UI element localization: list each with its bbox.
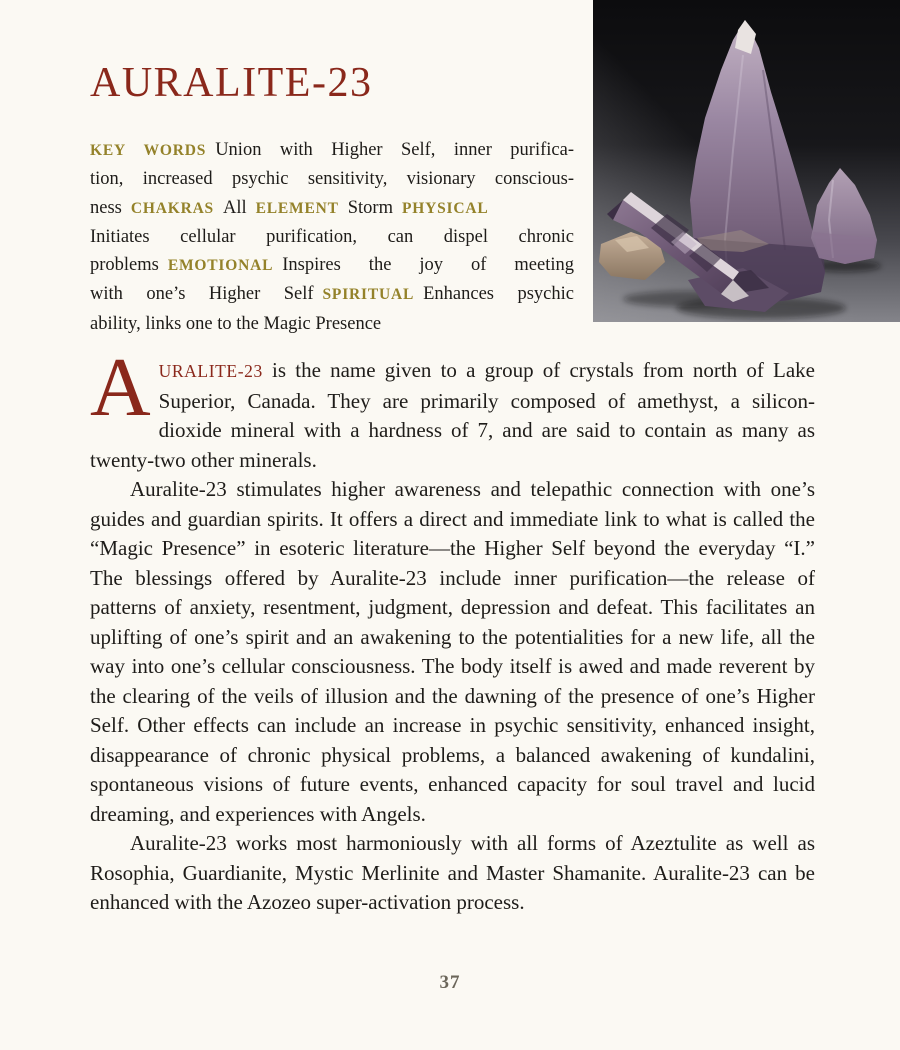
keywords-line — [90, 280, 574, 309]
keywords-line — [90, 310, 574, 338]
crystal-photo — [593, 0, 900, 322]
page-number: 37 — [439, 972, 461, 993]
keyword-label: EMOTIONAL — [167, 257, 274, 275]
keyword-text: Inspires the joy of meeting — [282, 255, 574, 276]
body-paragraph: Auralite-23 works most harmoniously with all forms of Azeztulite as well as Rosophia, Guardianite, Mystic Merlinite and Master Shamanite. Auralite-23 can be enhanced with the Azozeo super-activation process. — [90, 831, 815, 914]
keyword-text: ness — [90, 197, 122, 218]
body-text — [90, 341, 815, 918]
keyword-text: with one’s Higher Self — [90, 284, 314, 305]
keywords-line — [90, 136, 574, 165]
page-title: AURALITE-23 — [90, 60, 373, 106]
keyword-label: KEY WORDS — [90, 142, 207, 159]
keyword-text: ability, links one to the Magic Presence — [90, 313, 382, 334]
keyword-text: Enhances psychic — [423, 284, 574, 305]
keywords-line — [90, 194, 574, 223]
body-paragraph: AURALITE-23 is the name given to a group of crystals from north of Lake Superior, Canada. They are primarily composed of amethyst, a silicon-dioxide mineral with a hardness of 7, and are said to contain as many as twenty-two other minerals. — [90, 341, 815, 472]
keyword-text: Storm — [347, 197, 393, 218]
keyword-text: All — [222, 197, 247, 218]
keywords-line — [90, 251, 574, 280]
keyword-label: SPIRITUAL — [322, 286, 415, 304]
body-paragraph: Auralite-23 stimulates higher awareness and telepathic connection with one’s guides and guardian spirits. It offers a direct and immediate link to what is called the “Magic Presence” in esoteric literature—the Higher Self beyond the everyday “I.” The blessings offered by Auralite-23 include inner purification—the release of patterns of anxiety, resentment, judgment, depression and defeat. This facilitates an uplifting of one’s spirit and an awakening to the potentialities for a new life, all the way into one’s cellular consciousness. The body itself is awed and made reverent by the clearing of the veils of illusion and the dawning of the presence of one’s Higher Self. Other effects can include an increase in psychic sensitivity, enhanced insight, disappearance of chronic physical problems, a balanced awakening of kundalini, spontaneous visions of future events, enhanced capacity for soul travel and lucid dreaming, and experiences with Angels. — [90, 477, 815, 826]
keyword-text: tion, increased psychic sensitivity, visionary conscious- — [90, 169, 574, 190]
keyword-label: ELEMENT — [255, 199, 339, 217]
keyword-label: PHYSICAL — [401, 199, 489, 217]
crystal-photo-art — [593, 0, 900, 322]
keywords-line — [90, 223, 574, 251]
dropcap: A — [90, 341, 151, 434]
keyword-label: CHAKRAS — [130, 199, 214, 217]
keywords-block — [90, 136, 574, 338]
leadin-smallcaps: URALITE-23 — [158, 361, 263, 381]
keyword-text: Union with Higher Self, inner purifica- — [215, 140, 574, 160]
keywords-line — [90, 165, 574, 193]
keyword-text: Initiates cellular purification, can dispel chronic — [90, 226, 574, 247]
header-column — [90, 62, 574, 338]
keyword-text: problems — [90, 255, 159, 276]
